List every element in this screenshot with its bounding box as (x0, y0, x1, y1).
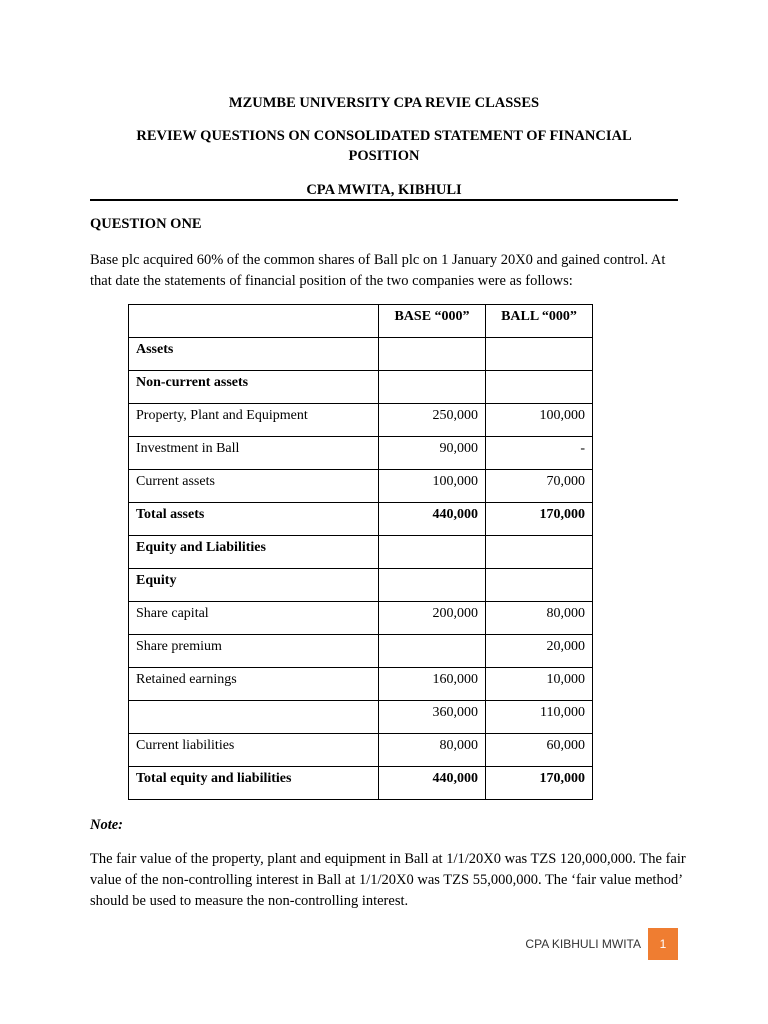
base-value-cell: 160,000 (379, 668, 486, 701)
header-divider (90, 199, 678, 201)
note-label: Note: (90, 817, 124, 833)
table-row (129, 602, 593, 635)
ball-value-cell: 110,000 (486, 701, 593, 734)
base-value-cell: 250,000 (379, 404, 486, 437)
base-value-cell (379, 635, 486, 668)
row-label-cell (129, 701, 379, 734)
row-label-cell: Investment in Ball (129, 437, 379, 470)
row-label-cell: Share capital (129, 602, 379, 635)
ball-value-cell (486, 338, 593, 371)
ball-value-cell (486, 371, 593, 404)
row-label-cell: Assets (129, 338, 379, 371)
page-number-badge: 1 (648, 928, 678, 960)
ball-value-cell (486, 569, 593, 602)
base-value-cell: 200,000 (379, 602, 486, 635)
row-label-cell: Total assets (129, 503, 379, 536)
row-label-cell: Retained earnings (129, 668, 379, 701)
header-cell-ball: BALL “000” (486, 305, 593, 338)
table-row (129, 371, 593, 404)
ball-value-cell: - (486, 437, 593, 470)
base-value-cell (379, 371, 486, 404)
table-row (129, 635, 593, 668)
table-row (129, 437, 593, 470)
base-value-cell: 360,000 (379, 701, 486, 734)
row-label-cell: Property, Plant and Equipment (129, 404, 379, 437)
note-text: The fair value of the property, plant and equipment in Ball at 1/1/20X0 was TZS 120,000,000. The fair value of the non-controlling interest in Ball at 1/1/20X0 was TZS 55,000,000. The ‘fair value method’ should be used to measure the non-controlling interest. (90, 851, 686, 909)
header-cell-base: BASE “000” (379, 305, 486, 338)
row-label-cell: Total equity and liabilities (129, 767, 379, 800)
table-row (129, 338, 593, 371)
header-cell-label (129, 305, 379, 338)
ball-value-cell: 60,000 (486, 734, 593, 767)
question-intro: Base plc acquired 60% of the common shares of Ball plc on 1 January 20X0 and gained control. At that date the statements of financial position of the two companies were as follows: (90, 252, 666, 289)
base-value-cell (379, 536, 486, 569)
table-row (129, 470, 593, 503)
row-label-cell: Equity and Liabilities (129, 536, 379, 569)
table-row (129, 536, 593, 569)
author-line: CPA MWITA, KIBHULI (306, 182, 462, 198)
subtitle-line-1: REVIEW QUESTIONS ON CONSOLIDATED STATEMENT OF FINANCIAL (136, 128, 632, 144)
university-title: MZUMBE UNIVERSITY CPA REVIE CLASSES (228, 95, 540, 111)
financial-position-table (128, 304, 593, 800)
table-row (129, 569, 593, 602)
row-label-cell: Current liabilities (129, 734, 379, 767)
ball-value-cell: 20,000 (486, 635, 593, 668)
ball-value-cell: 100,000 (486, 404, 593, 437)
base-value-cell: 80,000 (379, 734, 486, 767)
table-row (129, 767, 593, 800)
base-value-cell: 90,000 (379, 437, 486, 470)
ball-value-cell (486, 536, 593, 569)
question-heading: QUESTION ONE (90, 216, 202, 232)
table-row (129, 503, 593, 536)
row-label-cell: Equity (129, 569, 379, 602)
ball-value-cell: 170,000 (486, 503, 593, 536)
row-label-cell: Share premium (129, 635, 379, 668)
row-label-cell: Non-current assets (129, 371, 379, 404)
footer-author: CPA KIBHULI MWITA (525, 937, 641, 951)
document-subtitle (90, 126, 678, 166)
table-row (129, 734, 593, 767)
table-row (129, 701, 593, 734)
table-header-row (129, 305, 593, 338)
table-row (129, 404, 593, 437)
base-value-cell: 440,000 (379, 503, 486, 536)
base-value-cell (379, 569, 486, 602)
ball-value-cell: 10,000 (486, 668, 593, 701)
ball-value-cell: 70,000 (486, 470, 593, 503)
subtitle-line-2: POSITION (348, 148, 420, 164)
ball-value-cell: 170,000 (486, 767, 593, 800)
table-row (129, 668, 593, 701)
base-value-cell (379, 338, 486, 371)
base-value-cell: 100,000 (379, 470, 486, 503)
row-label-cell: Current assets (129, 470, 379, 503)
ball-value-cell: 80,000 (486, 602, 593, 635)
base-value-cell: 440,000 (379, 767, 486, 800)
